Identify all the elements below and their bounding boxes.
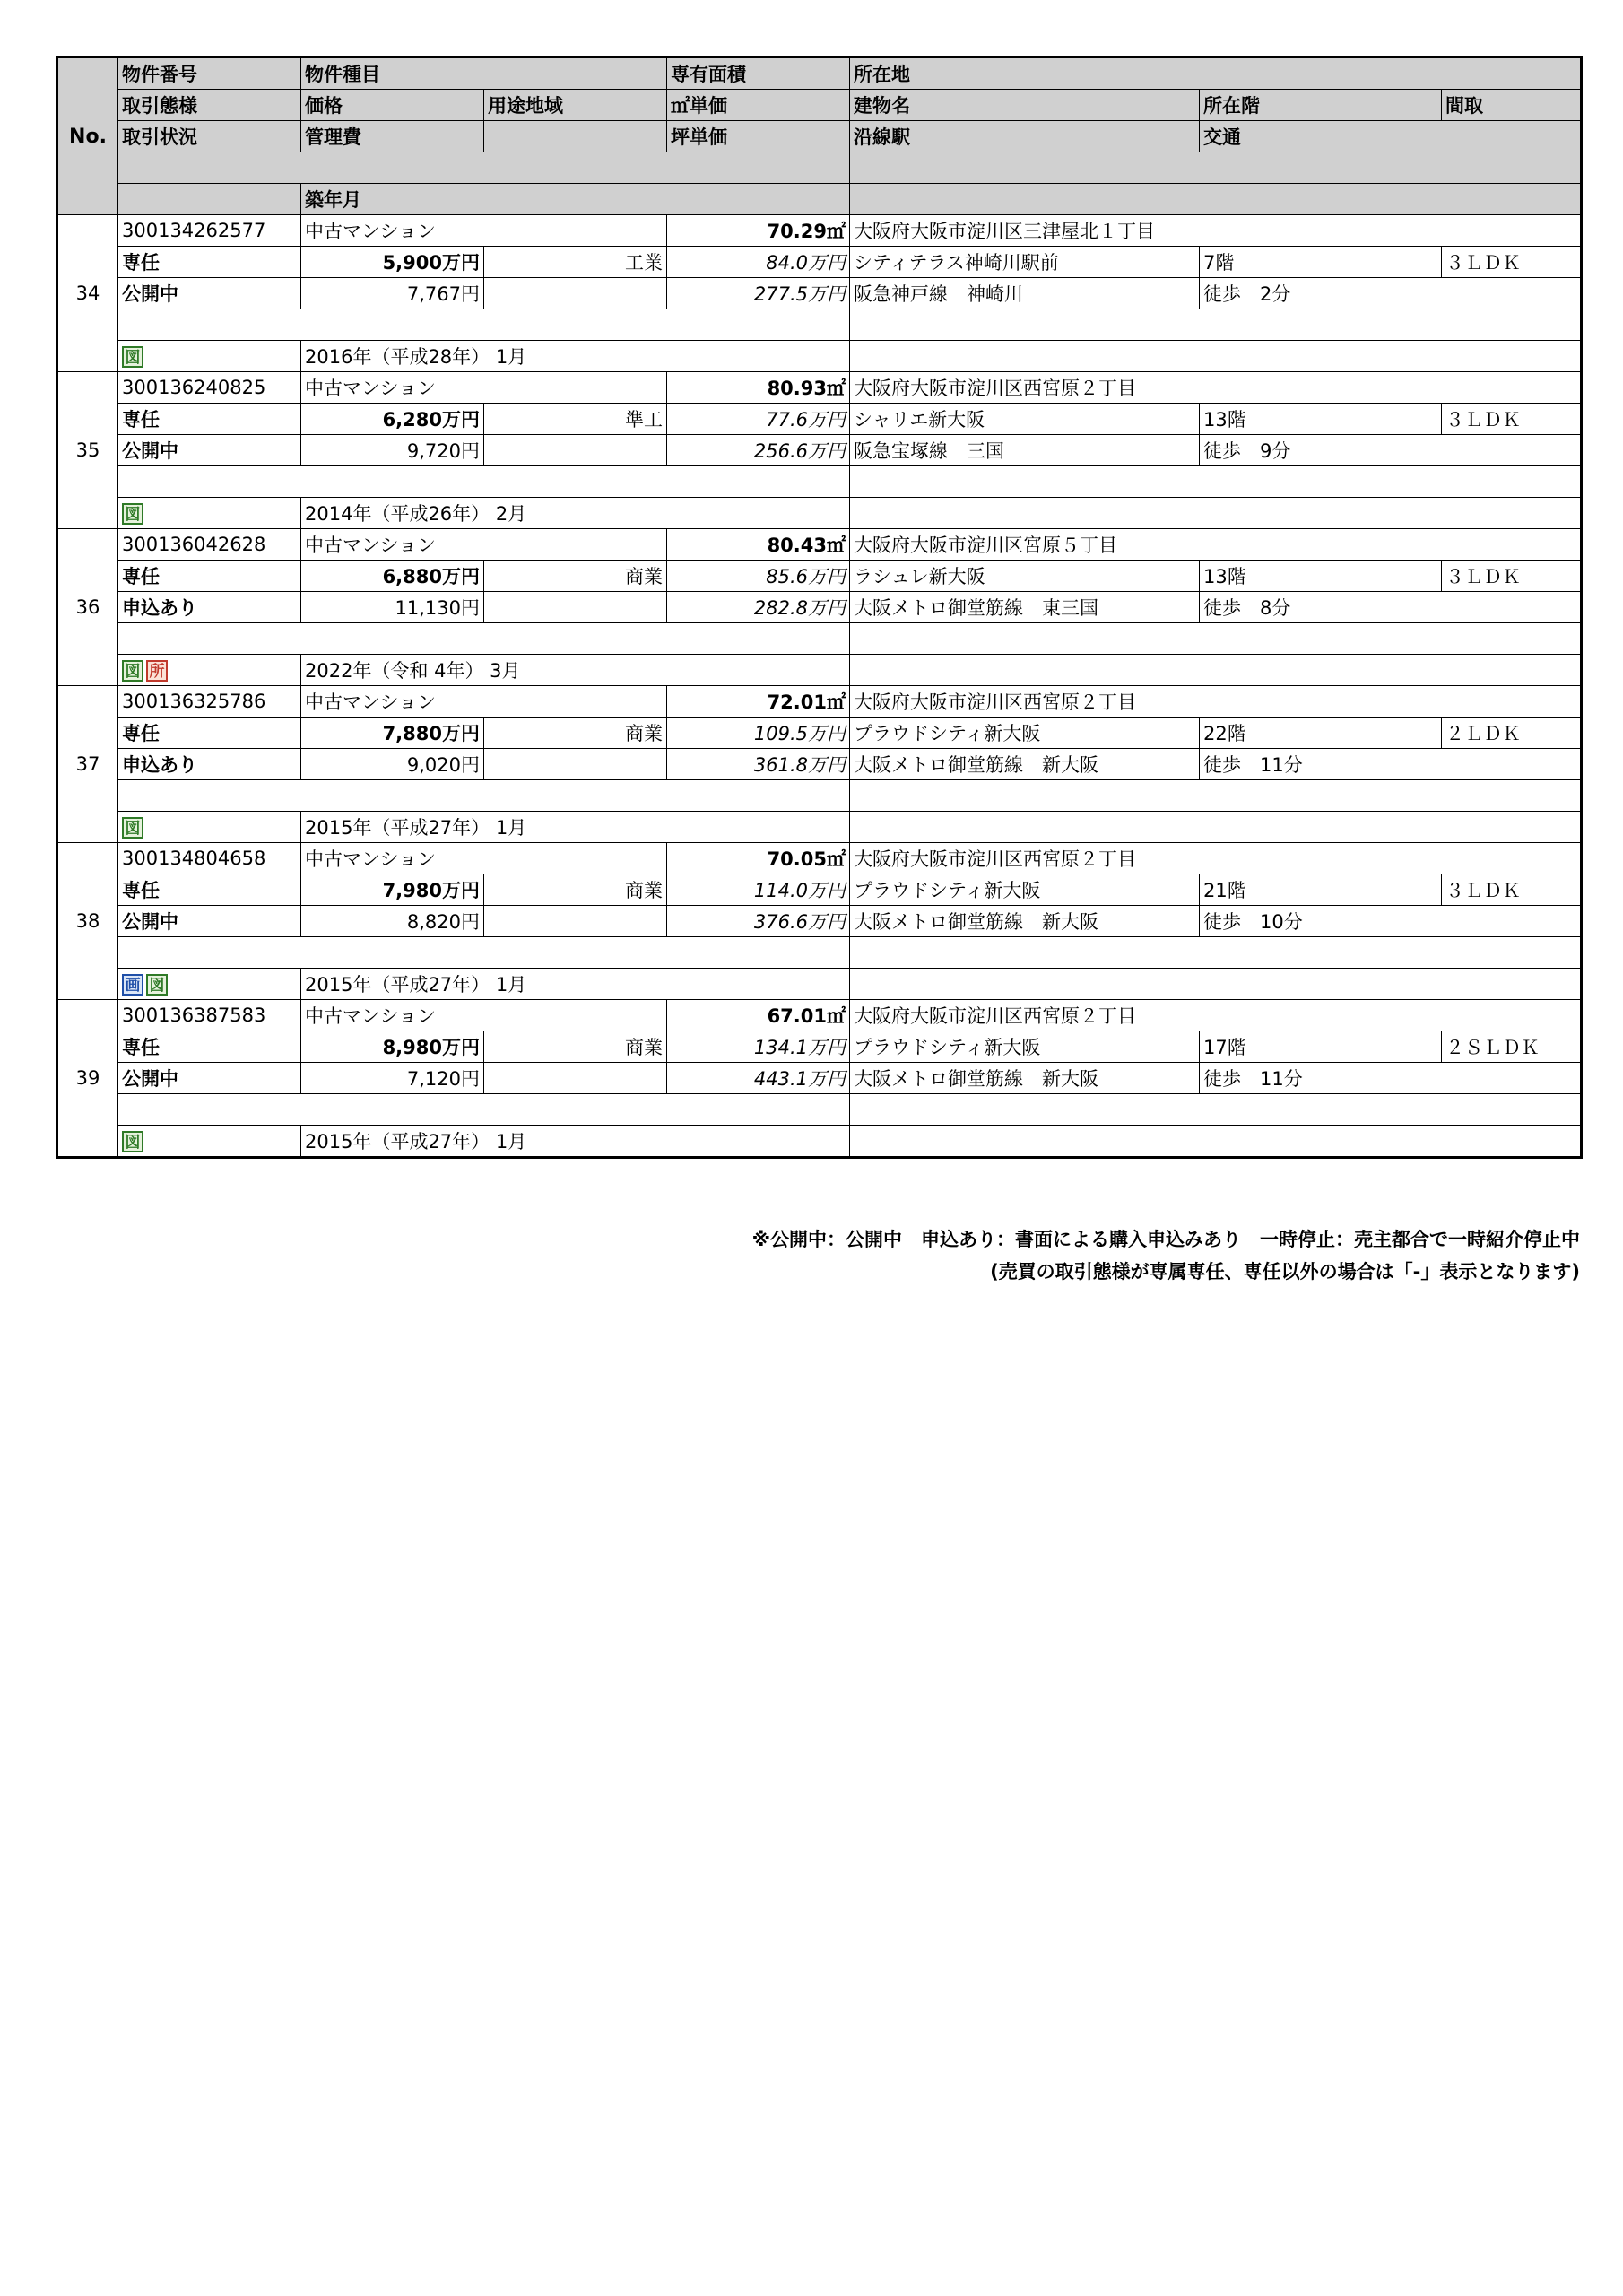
listing-row-line-3 — [57, 906, 1582, 937]
management-fee: 7,120円 — [301, 1063, 484, 1094]
listing-row-line-3 — [57, 278, 1582, 309]
built-date: 2016年（平成28年） 1月 — [301, 341, 850, 372]
property-type: 中古マンション — [301, 215, 667, 247]
price: 6,280万円 — [301, 404, 484, 435]
registry-icon[interactable]: 所 — [146, 660, 168, 682]
header-management-fee: 管理費 — [301, 121, 484, 152]
property-listing-table — [56, 56, 1583, 1159]
header-row-4 — [57, 152, 1582, 184]
header-row-2 — [57, 90, 1582, 121]
document-icons — [118, 969, 301, 1000]
listing-row-line-1 — [57, 1000, 1582, 1031]
header-blank-right2 — [850, 184, 1582, 215]
blank-cell-right — [850, 466, 1582, 498]
price-per-m2: 77.6万円 — [667, 404, 850, 435]
building-name: シティテラス神崎川駅前 — [850, 247, 1200, 278]
management-fee: 7,767円 — [301, 278, 484, 309]
access: 徒歩 11分 — [1200, 749, 1582, 780]
zoning: 準工 — [484, 404, 667, 435]
listing-row-line-2 — [57, 247, 1582, 278]
property-id: 300134804658 — [118, 843, 301, 874]
empty-cell — [484, 749, 667, 780]
management-fee: 8,820円 — [301, 906, 484, 937]
document-icons — [118, 655, 301, 686]
listing-row-line-4 — [57, 1094, 1582, 1126]
building-name: ラシュレ新大阪 — [850, 561, 1200, 592]
listing-row-line-2 — [57, 561, 1582, 592]
price: 8,980万円 — [301, 1031, 484, 1063]
built-date: 2015年（平成27年） 1月 — [301, 812, 850, 843]
access: 徒歩 9分 — [1200, 435, 1582, 466]
deal-status: 公開中 — [118, 906, 301, 937]
row-number: 34 — [57, 215, 118, 372]
deal-status: 公開中 — [118, 435, 301, 466]
price-per-tsubo: 361.8万円 — [667, 749, 850, 780]
document-icons — [118, 341, 301, 372]
listing-row-line-5 — [57, 341, 1582, 372]
header-location: 所在地 — [850, 57, 1582, 90]
blank-cell-right — [850, 623, 1582, 655]
access: 徒歩 10分 — [1200, 906, 1582, 937]
listing-row-line-3 — [57, 749, 1582, 780]
access: 徒歩 8分 — [1200, 592, 1582, 623]
property-type: 中古マンション — [301, 1000, 667, 1031]
blank-cell — [118, 623, 850, 655]
built-date: 2015年（平成27年） 1月 — [301, 1126, 850, 1158]
floor: 22階 — [1200, 718, 1442, 749]
blank-cell — [118, 780, 850, 812]
blank-cell-right — [850, 812, 1582, 843]
blank-cell — [118, 1094, 850, 1126]
header-blank-right — [850, 152, 1582, 184]
footnotes — [752, 1223, 1580, 1288]
line-station: 大阪メトロ御堂筋線 新大阪 — [850, 906, 1200, 937]
access: 徒歩 11分 — [1200, 1063, 1582, 1094]
blank-cell-right — [850, 498, 1582, 529]
deal-type: 専任 — [118, 1031, 301, 1063]
blank-cell — [118, 937, 850, 969]
floorplan-icon[interactable]: 図 — [122, 817, 143, 839]
line-station: 大阪メトロ御堂筋線 新大阪 — [850, 749, 1200, 780]
empty-cell — [484, 278, 667, 309]
listing-row-line-3 — [57, 435, 1582, 466]
row-number: 38 — [57, 843, 118, 1000]
layout: ３ＬＤＫ — [1442, 874, 1582, 906]
footnote-deal-type: (売買の取引態様が専属専任、専任以外の場合は「-」表示となります) — [990, 1261, 1580, 1283]
floor: 17階 — [1200, 1031, 1442, 1063]
price-per-m2: 85.6万円 — [667, 561, 850, 592]
price-per-m2: 134.1万円 — [667, 1031, 850, 1063]
price: 6,880万円 — [301, 561, 484, 592]
deal-status: 公開中 — [118, 278, 301, 309]
price-per-tsubo: 282.8万円 — [667, 592, 850, 623]
price-per-tsubo: 376.6万円 — [667, 906, 850, 937]
location: 大阪府大阪市淀川区西宮原２丁目 — [850, 843, 1582, 874]
listing-row-line-3 — [57, 592, 1582, 623]
document-icons — [118, 1126, 301, 1158]
empty-cell — [484, 1063, 667, 1094]
built-date: 2014年（平成26年） 2月 — [301, 498, 850, 529]
header-no: No. — [57, 57, 118, 215]
layout: ３ＬＤＫ — [1442, 561, 1582, 592]
row-number: 37 — [57, 686, 118, 843]
listing-row-line-4 — [57, 309, 1582, 341]
empty-cell — [484, 592, 667, 623]
footnote-status-legend: ※公開中：公開中 申込あり：書面による購入申込みあり 一時停止：売主都合で一時紹介停止中 — [751, 1229, 1580, 1250]
listing-row-line-1 — [57, 372, 1582, 404]
listing-row-line-1 — [57, 529, 1582, 561]
line-station: 大阪メトロ御堂筋線 東三国 — [850, 592, 1200, 623]
price-per-m2: 84.0万円 — [667, 247, 850, 278]
line-station: 阪急宝塚線 三国 — [850, 435, 1200, 466]
blank-cell-right — [850, 969, 1582, 1000]
listing-row-line-5 — [57, 1126, 1582, 1158]
header-price-per-m2: ㎡単価 — [667, 90, 850, 121]
layout: ３ＬＤＫ — [1442, 247, 1582, 278]
blank-cell — [118, 466, 850, 498]
listing-row-line-5 — [57, 498, 1582, 529]
price-per-tsubo: 443.1万円 — [667, 1063, 850, 1094]
blank-cell-right — [850, 655, 1582, 686]
header-price-per-tsubo: 坪単価 — [667, 121, 850, 152]
document-icons — [118, 812, 301, 843]
property-id: 300136240825 — [118, 372, 301, 404]
header-empty — [484, 121, 667, 152]
price: 7,880万円 — [301, 718, 484, 749]
floor: 13階 — [1200, 404, 1442, 435]
header-floor: 所在階 — [1200, 90, 1442, 121]
zoning: 工業 — [484, 247, 667, 278]
header-zoning: 用途地域 — [484, 90, 667, 121]
header-access: 交通 — [1200, 121, 1582, 152]
property-type: 中古マンション — [301, 372, 667, 404]
property-type: 中古マンション — [301, 686, 667, 718]
access: 徒歩 2分 — [1200, 278, 1582, 309]
floor-area: 80.43㎡ — [667, 529, 850, 561]
header-row-5 — [57, 184, 1582, 215]
deal-type: 専任 — [118, 561, 301, 592]
location: 大阪府大阪市淀川区宮原５丁目 — [850, 529, 1582, 561]
price-per-tsubo: 256.6万円 — [667, 435, 850, 466]
blank-cell-right — [850, 937, 1582, 969]
header-blank — [118, 152, 850, 184]
listing-row-line-3 — [57, 1063, 1582, 1094]
deal-type: 専任 — [118, 404, 301, 435]
empty-cell — [484, 906, 667, 937]
floor: 13階 — [1200, 561, 1442, 592]
floor-area: 80.93㎡ — [667, 372, 850, 404]
header-status: 取引状況 — [118, 121, 301, 152]
header-row-1 — [57, 57, 1582, 90]
floor-area: 72.01㎡ — [667, 686, 850, 718]
header-icons-blank — [118, 184, 301, 215]
listing-row-line-4 — [57, 937, 1582, 969]
blank-cell-right — [850, 309, 1582, 341]
row-number: 39 — [57, 1000, 118, 1158]
document-icons — [118, 498, 301, 529]
price-per-m2: 114.0万円 — [667, 874, 850, 906]
listing-row-line-4 — [57, 466, 1582, 498]
row-number: 36 — [57, 529, 118, 686]
floor-area: 70.05㎡ — [667, 843, 850, 874]
zoning: 商業 — [484, 561, 667, 592]
listing-row-line-5 — [57, 969, 1582, 1000]
listing-row-line-2 — [57, 404, 1582, 435]
location: 大阪府大阪市淀川区三津屋北１丁目 — [850, 215, 1582, 247]
listing-row-line-4 — [57, 780, 1582, 812]
floorplan-icon[interactable]: 図 — [122, 503, 143, 525]
building-name: シャリエ新大阪 — [850, 404, 1200, 435]
floorplan-icon[interactable]: 図 — [146, 974, 168, 996]
property-type: 中古マンション — [301, 529, 667, 561]
header-built: 築年月 — [301, 184, 850, 215]
floorplan-icon[interactable]: 図 — [122, 1131, 143, 1152]
zoning: 商業 — [484, 718, 667, 749]
built-date: 2022年（令和 4年） 3月 — [301, 655, 850, 686]
header-property-type: 物件種目 — [301, 57, 667, 90]
property-id: 300136042628 — [118, 529, 301, 561]
deal-type: 専任 — [118, 874, 301, 906]
floor-area: 70.29㎡ — [667, 215, 850, 247]
building-name: プラウドシティ新大阪 — [850, 718, 1200, 749]
listing-row-line-5 — [57, 655, 1582, 686]
line-station: 阪急神戸線 神崎川 — [850, 278, 1200, 309]
deal-type: 専任 — [118, 718, 301, 749]
listing-row-line-2 — [57, 718, 1582, 749]
floor: 21階 — [1200, 874, 1442, 906]
location: 大阪府大阪市淀川区西宮原２丁目 — [850, 686, 1582, 718]
image-icon[interactable]: 画 — [122, 974, 143, 996]
price: 7,980万円 — [301, 874, 484, 906]
property-id: 300134262577 — [118, 215, 301, 247]
building-name: プラウドシティ新大阪 — [850, 874, 1200, 906]
line-station: 大阪メトロ御堂筋線 新大阪 — [850, 1063, 1200, 1094]
zoning: 商業 — [484, 1031, 667, 1063]
blank-cell-right — [850, 1126, 1582, 1158]
location: 大阪府大阪市淀川区西宮原２丁目 — [850, 372, 1582, 404]
zoning: 商業 — [484, 874, 667, 906]
layout: ２ＬＤＫ — [1442, 718, 1582, 749]
built-date: 2015年（平成27年） 1月 — [301, 969, 850, 1000]
blank-cell-right — [850, 780, 1582, 812]
layout: ３ＬＤＫ — [1442, 404, 1582, 435]
management-fee: 9,020円 — [301, 749, 484, 780]
floorplan-icon[interactable]: 図 — [122, 346, 143, 368]
header-area: 専有面積 — [667, 57, 850, 90]
table-body — [57, 57, 1582, 1158]
listing-row-line-4 — [57, 623, 1582, 655]
layout: ２ＳＬＤＫ — [1442, 1031, 1582, 1063]
price: 5,900万円 — [301, 247, 484, 278]
header-property-id: 物件番号 — [118, 57, 301, 90]
listing-row-line-2 — [57, 874, 1582, 906]
header-layout: 間取 — [1442, 90, 1582, 121]
deal-status: 申込あり — [118, 592, 301, 623]
listing-row-line-1 — [57, 843, 1582, 874]
header-price: 価格 — [301, 90, 484, 121]
empty-cell — [484, 435, 667, 466]
listing-row-line-5 — [57, 812, 1582, 843]
header-building: 建物名 — [850, 90, 1200, 121]
floor-area: 67.01㎡ — [667, 1000, 850, 1031]
blank-cell-right — [850, 341, 1582, 372]
management-fee: 11,130円 — [301, 592, 484, 623]
header-deal-type: 取引態様 — [118, 90, 301, 121]
deal-status: 申込あり — [118, 749, 301, 780]
listing-row-line-1 — [57, 215, 1582, 247]
property-type: 中古マンション — [301, 843, 667, 874]
price-per-tsubo: 277.5万円 — [667, 278, 850, 309]
management-fee: 9,720円 — [301, 435, 484, 466]
deal-type: 専任 — [118, 247, 301, 278]
listing-row-line-2 — [57, 1031, 1582, 1063]
blank-cell-right — [850, 1094, 1582, 1126]
building-name: プラウドシティ新大阪 — [850, 1031, 1200, 1063]
blank-cell — [118, 309, 850, 341]
property-id: 300136325786 — [118, 686, 301, 718]
header-row-3 — [57, 121, 1582, 152]
location: 大阪府大阪市淀川区西宮原２丁目 — [850, 1000, 1582, 1031]
row-number: 35 — [57, 372, 118, 529]
listing-row-line-1 — [57, 686, 1582, 718]
property-id: 300136387583 — [118, 1000, 301, 1031]
floorplan-icon[interactable]: 図 — [122, 660, 143, 682]
deal-status: 公開中 — [118, 1063, 301, 1094]
floor: 7階 — [1200, 247, 1442, 278]
price-per-m2: 109.5万円 — [667, 718, 850, 749]
header-line-station: 沿線駅 — [850, 121, 1200, 152]
